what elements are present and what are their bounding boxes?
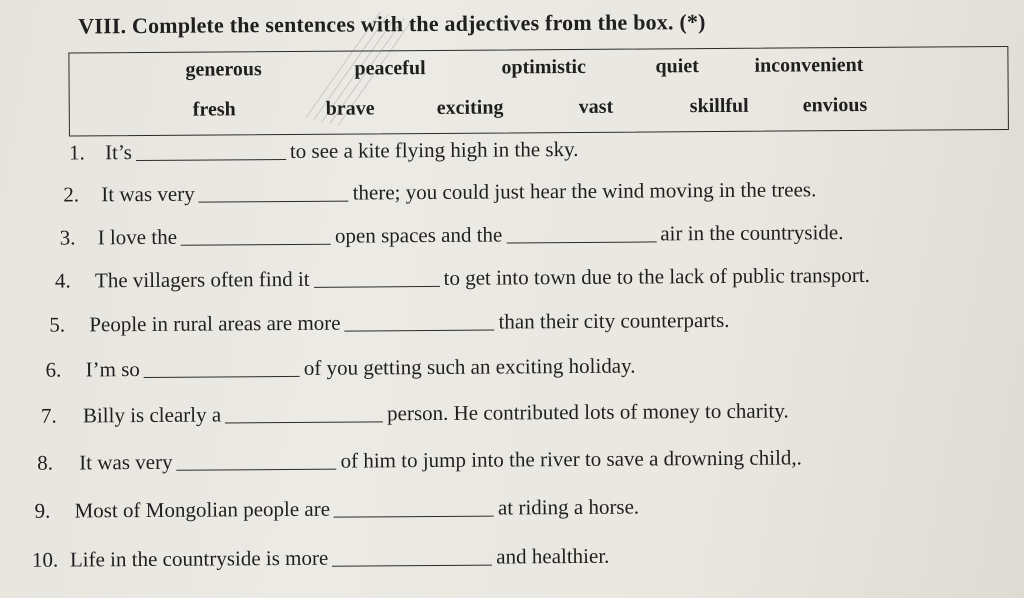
sentence-2 [63, 177, 816, 207]
sentence-text-before: Most of Mongolian people are [74, 496, 331, 523]
answer-blank[interactable] [136, 158, 286, 161]
word-skillful: skillful [689, 94, 749, 118]
sentence-text-before: It was very [79, 449, 173, 475]
sentence-text-before: People in rural areas are more [89, 310, 341, 337]
sentence-text-after: to see a kite flying high in the sky. [289, 136, 579, 163]
word-box [68, 46, 1009, 137]
sentence-text-before: It’s [104, 140, 132, 165]
sentence-text-after: than their city counterparts. [498, 307, 730, 334]
sentence-5 [49, 308, 729, 338]
sentence-text-before: The villagers often find it [94, 266, 310, 293]
sentence-8 [37, 445, 802, 475]
sentence-text-before: Billy is clearly a [82, 402, 222, 428]
answer-blank[interactable] [345, 329, 495, 332]
word-peaceful: peaceful [354, 57, 426, 80]
word-quiet: quiet [655, 55, 699, 78]
sentence-text-after: there; you could just hear the wind moving in the trees. [352, 177, 817, 205]
word-brave: brave [325, 97, 375, 120]
answer-blank[interactable] [225, 420, 383, 423]
sentence-text-middle: open spaces and the [334, 222, 503, 248]
sentence-number: 3. [59, 225, 76, 250]
sentence-3 [60, 220, 844, 250]
sentence-text-before: Life in the countryside is more [69, 545, 329, 572]
sentence-text-after: and healthier. [496, 543, 610, 569]
sentence-number: 5. [49, 312, 66, 337]
sentence-number: 4. [54, 268, 71, 293]
sentence-6 [45, 354, 635, 383]
word-exciting: exciting [436, 96, 504, 119]
sentence-4 [55, 263, 870, 294]
answer-blank[interactable] [314, 285, 440, 288]
sentence-number: 6. [45, 357, 62, 382]
sentence-1 [69, 137, 579, 166]
sentence-number: 10. [31, 547, 59, 572]
answer-blank[interactable] [181, 243, 331, 246]
answer-blank[interactable] [332, 564, 492, 567]
sentence-text-before: I’m so [85, 357, 140, 382]
sentence-9 [34, 495, 639, 524]
answer-blank[interactable] [144, 375, 300, 378]
word-fresh: fresh [192, 98, 236, 121]
sentence-10 [32, 544, 610, 573]
sentence-text-after: at riding a horse. [497, 494, 640, 520]
word-generous: generous [185, 58, 262, 81]
sentence-number: 7. [40, 403, 57, 428]
answer-blank[interactable] [177, 468, 337, 471]
answer-blank[interactable] [334, 515, 494, 518]
sentence-number: 1. [68, 140, 85, 165]
sentence-number: 8. [37, 450, 54, 475]
sentence-text-after: to get into town due to the lack of public transport. [443, 262, 870, 290]
sentence-text-before: I love the [97, 224, 178, 250]
sentence-text-after: air in the countryside. [660, 220, 844, 246]
exercise-title: VIII. Complete the sentences with the adjectives from the box. (*) [78, 9, 706, 39]
word-vast: vast [578, 95, 614, 118]
sentence-text-before: It was very [101, 181, 195, 207]
word-inconvenient: inconvenient [754, 53, 864, 77]
sentence-text-after: of him to jump into the river to save a drowning child,. [340, 445, 802, 473]
sentence-number: 9. [34, 498, 51, 523]
sentence-7 [41, 399, 789, 429]
answer-blank[interactable] [199, 200, 349, 203]
sentence-number: 2. [63, 182, 80, 207]
word-envious: envious [802, 93, 868, 117]
answer-blank[interactable] [506, 240, 656, 243]
word-optimistic: optimistic [501, 55, 586, 79]
sentence-text-after: person. He contributed lots of money to charity. [387, 398, 789, 426]
sentence-text-after: of you getting such an exciting holiday. [303, 353, 636, 380]
